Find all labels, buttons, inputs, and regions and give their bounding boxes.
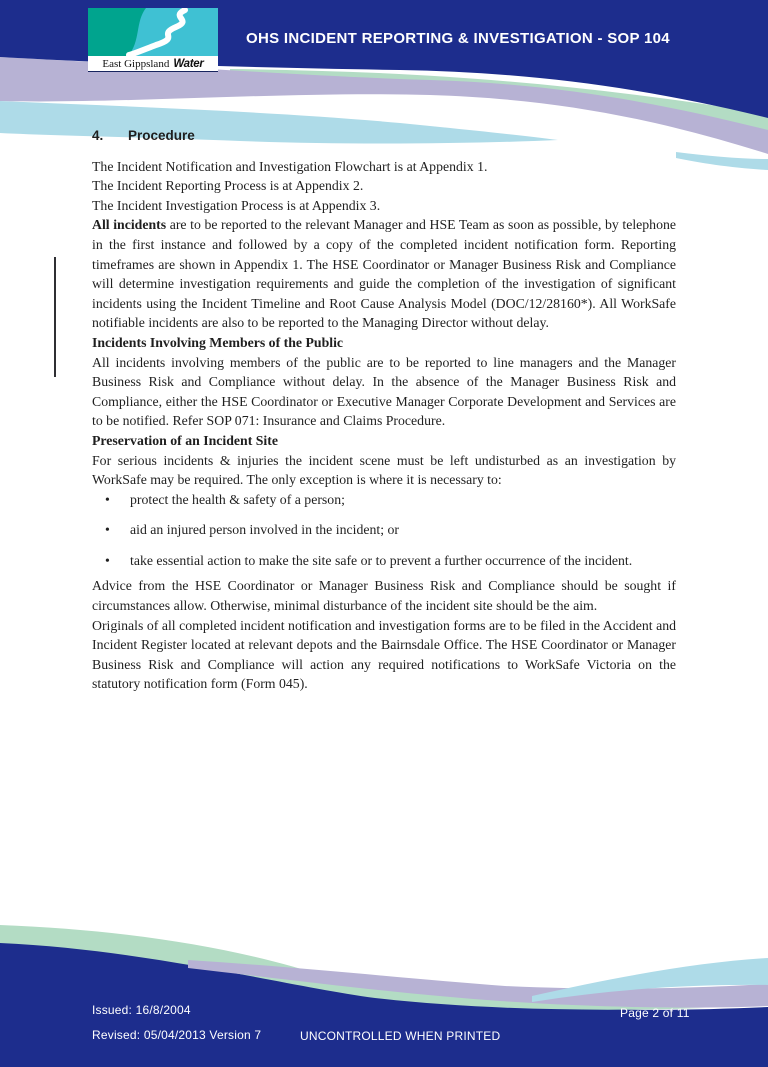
all-incidents-body: are to be reported to the relevant Manager and HSE Team as soon as possible, by telephone in the first instance and followed by a copy of the completed incident notification form. Reporting timeframes are shown in Appendix 1. The HSE Coordinator or Manager Business Risk and Compliance will determine investigation requirements and guide the completion of the investigation of significant incidents using the Incident Timeline and Root Cause Analysis Model (DOC/12/28160*). All WorkSafe notifiable incidents are also to be reported to the Managing Director without delay. xyxy=(92,217,677,331)
bullet-icon: • xyxy=(105,491,110,507)
logo-org-water: Water xyxy=(173,57,204,70)
list-item xyxy=(92,520,676,540)
footer-issued-date: Issued: 16/8/2004 xyxy=(92,1003,191,1017)
revision-change-bar xyxy=(54,257,56,377)
section-number: 4. xyxy=(92,128,104,143)
paragraph-closing: Originals of all completed incident notification and investigation forms are to be filed in the Accident and Incident Register located at relevant depots and the Bairnsdale Office. The HSE Coordinator or Manager Business Risk and Compliance will action any required notifications to WorkSafe Victoria on the statutory notification form (Form 045). xyxy=(92,617,676,692)
bullet-icon: • xyxy=(105,552,110,568)
paragraph-public-incidents: All incidents involving members of the public are to be reported to line managers and the Manager Business Risk and Compliance without delay. In the absence of the Manager Business Risk and Compliance, either the HSE Coordinator or Executive Manager Corporate Development and Services are to be notified. Refer SOP 071: Insurance and Claims Procedure. xyxy=(92,354,676,429)
section-heading xyxy=(92,126,676,146)
list-item-text: protect the health & safety of a person; xyxy=(130,491,345,507)
logo-org-name: East Gippsland xyxy=(102,57,170,70)
paragraph-flowchart: The Incident Notification and Investigation Flowchart is at Appendix 1. xyxy=(92,158,488,174)
document-body xyxy=(92,126,676,694)
list-item xyxy=(92,551,676,571)
company-logo xyxy=(88,8,218,72)
list-item-text: take essential action to make the site safe or to prevent a further occurrence of the incident. xyxy=(130,552,633,568)
logo-river-icon xyxy=(88,8,218,56)
page-title: OHS INCIDENT REPORTING & INVESTIGATION - SOP 104 xyxy=(246,30,670,47)
paragraph-preservation-intro: For serious incidents & injuries the incident scene must be left undisturbed as an investigation by WorkSafe may be required. The only exception is where it is necessary to: xyxy=(92,452,676,488)
footer-uncontrolled-notice: UNCONTROLLED WHEN PRINTED xyxy=(300,1029,501,1043)
bullet-icon: • xyxy=(105,522,110,538)
paragraph-advice: Advice from the HSE Coordinator or Manager Business Risk and Compliance should be sought if circumstances allow. Otherwise, minimal disturbance of the incident site should be the aim. xyxy=(92,578,676,614)
footer-page-number: Page 2 of 11 xyxy=(620,1006,690,1020)
list-item-text: aid an injured person involved in the incident; or xyxy=(130,522,399,538)
header-wave-cyan-corner xyxy=(676,152,768,170)
logo-wordmark xyxy=(88,56,218,72)
list-item xyxy=(92,490,676,510)
heading-public-incidents: Incidents Involving Members of the Public xyxy=(92,334,344,350)
paragraph-investigation: The Incident Investigation Process is at Appendix 3. xyxy=(92,197,381,213)
paragraph-reporting: The Incident Reporting Process is at Appendix 2. xyxy=(92,178,364,194)
all-incidents-lead: All incidents xyxy=(92,217,167,233)
paragraph-all-incidents xyxy=(92,215,676,333)
exception-list xyxy=(92,490,676,571)
heading-preservation: Preservation of an Incident Site xyxy=(92,432,278,448)
footer-revised-version: Revised: 05/04/2013 Version 7 xyxy=(92,1028,262,1042)
section-title: Procedure xyxy=(128,128,195,143)
